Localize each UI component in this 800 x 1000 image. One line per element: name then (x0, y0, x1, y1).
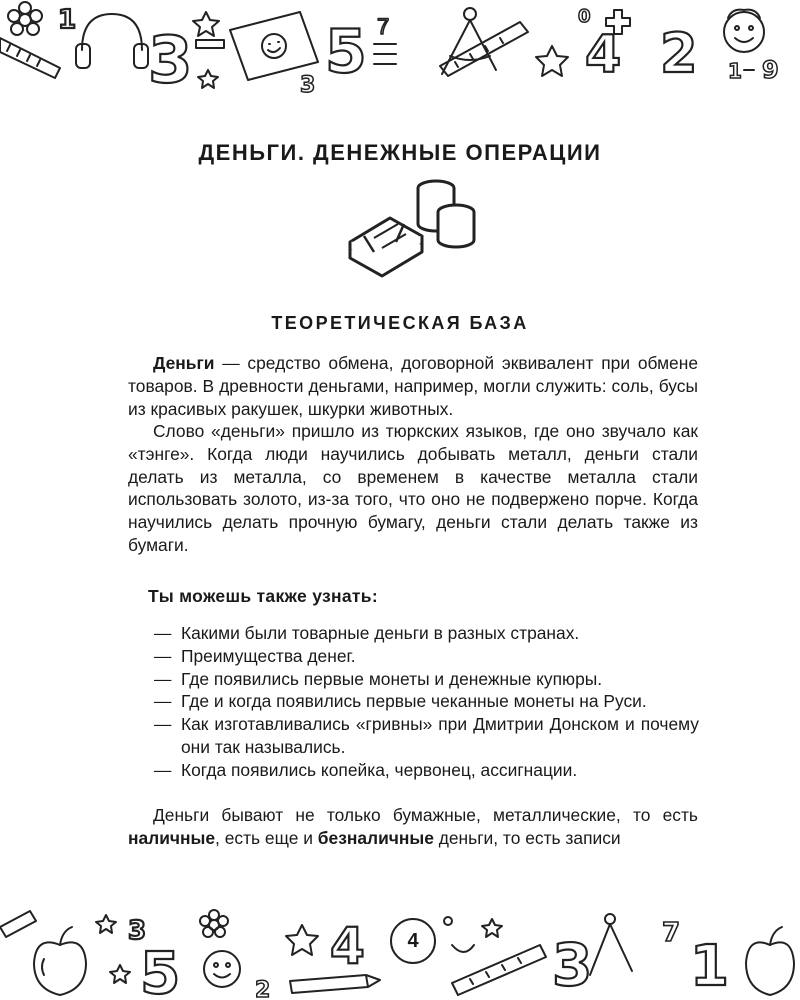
star-doodle-icon (193, 12, 219, 88)
apple-doodle-icon (34, 927, 86, 995)
star-doodle-icon (96, 915, 130, 983)
border-digit: 3 (552, 931, 593, 999)
list-item (154, 759, 699, 782)
list-item (154, 645, 699, 668)
star-doodle-icon (536, 46, 568, 76)
list-item-text: Какими были товарные деньги в разных странах. (181, 623, 580, 643)
border-digit: 0 (578, 6, 591, 27)
border-digit: 3 (148, 24, 193, 95)
border-digit: 9 (762, 56, 779, 84)
flower-doodle-icon (8, 2, 42, 35)
page-title: ДЕНЬГИ. ДЕНЕЖНЫЕ ОПЕРАЦИИ (198, 140, 602, 165)
list-item-text: Преимущества денег. (181, 645, 356, 666)
list-item-text: Где и когда появились первые чеканные монеты на Руси. (181, 691, 647, 712)
money-stack-and-coins-icon (344, 178, 480, 278)
section-heading: ТЕОРЕТИЧЕСКАЯ БАЗА (271, 313, 529, 333)
headphones-doodle-icon (76, 14, 148, 68)
paragraph-cash-noncash (128, 804, 698, 850)
list-dash: — (154, 714, 172, 735)
list-dash: — (154, 645, 172, 666)
border-digit: 1 (58, 5, 77, 35)
border-digit: 4 (330, 917, 365, 975)
border-digit: 7 (662, 918, 681, 948)
list-dash: — (154, 691, 172, 712)
pencil-doodle-icon (290, 975, 380, 993)
paragraph-text: , есть еще и (215, 827, 318, 848)
paragraph-text: — средство обмена, договорной эквивалент при обмене товаров. В древности деньгами, например, могли служить: соль, бусы из красивых ракушек, шкурки животных. (128, 353, 698, 419)
list-item (154, 713, 699, 759)
border-digit: 2 (660, 22, 698, 85)
page-number: 4 (390, 918, 436, 964)
star-doodle-icon (286, 925, 318, 955)
border-digit: 1 (690, 934, 729, 999)
smiley-face-doodle-icon (204, 951, 240, 987)
apple-doodle-icon (746, 927, 794, 995)
top-decorative-border (0, 0, 800, 95)
border-digit: 5 (325, 17, 367, 87)
list-dash: — (154, 759, 172, 780)
paragraph-text: деньги, то есть записи (433, 827, 621, 848)
banknote-doodle-icon (230, 12, 318, 80)
list-item (154, 622, 699, 645)
fraction-doodle-icon (374, 14, 396, 64)
svg-text:7: 7 (377, 14, 390, 39)
list-item-text: Когда появились копейка, червонец, ассигнации. (181, 759, 578, 780)
magnet-doodle-icon (444, 917, 474, 952)
list-item-text: Как изготавливались «гривны» при Дмитрии Донском и почему они так назывались. (181, 714, 699, 757)
paragraph (128, 804, 698, 850)
list-dash: — (154, 623, 172, 643)
term-bold: безналичные (317, 827, 434, 848)
border-digit: 4 (585, 25, 622, 85)
border-digit: 2 (255, 978, 271, 1000)
list-item (154, 690, 699, 713)
term-bold: Деньги (153, 353, 215, 373)
learn-more-list (154, 622, 699, 782)
paragraph-text: Слово «деньги» пришло из тюркских языков, где оно звучало как «тэнге». Когда люди научились добывать металл, деньги стали делать из металла, со временем в качестве металла стали использовать золото, из-за того, что оно не подвержено порче. Когда научились делать прочную бумагу, деньги стали делать также из бумаги. (128, 421, 698, 555)
ruler-doodle-icon (0, 38, 60, 78)
pencil-doodle-icon (0, 911, 36, 937)
flower-doodle-icon (200, 910, 228, 937)
paragraph-definition (128, 352, 698, 420)
paragraph-etymology (128, 420, 698, 557)
border-digit: 1 (728, 59, 742, 83)
learn-more-heading: Ты можешь также узнать: (148, 586, 378, 606)
term-bold: наличные (128, 827, 216, 848)
list-dash: — (154, 668, 172, 689)
border-digit: 3 (300, 73, 316, 95)
paragraph (128, 352, 698, 420)
star-doodle-icon (482, 919, 502, 937)
paragraph-text: Деньги бывают не только бумажные, металлические, то есть (153, 805, 698, 825)
list-item (154, 668, 699, 691)
border-digit: 3 (128, 916, 147, 946)
compass-doodle-icon (590, 914, 632, 975)
border-digit: 5 (140, 939, 181, 1000)
minus-doodle-icon (196, 40, 224, 48)
smiley-face-doodle-icon (724, 10, 764, 52)
list-item-text: Где появились первые монеты и денежные купюры. (181, 668, 603, 689)
